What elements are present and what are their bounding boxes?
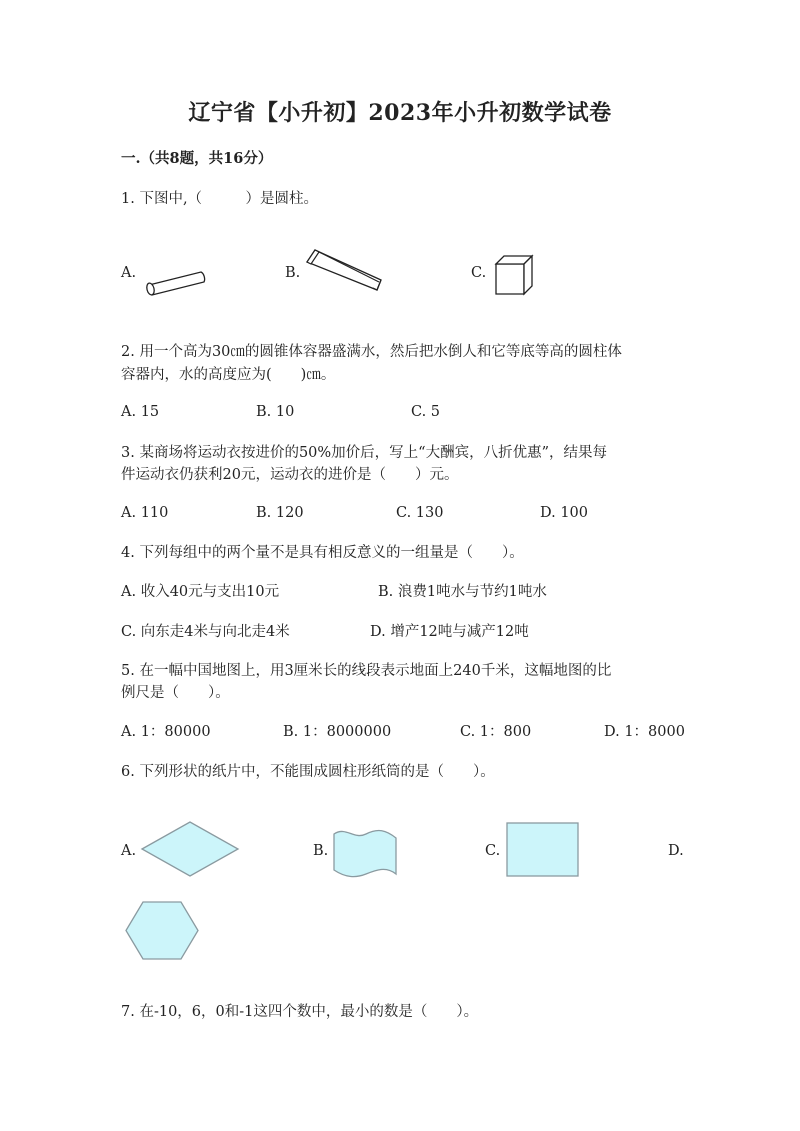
question-2-line-1: 2. 用一个高为30㎝的圆锥体容器盛满水，然后把水倒人和它等底等高的圆柱体: [121, 344, 622, 360]
q6-option-b-label[interactable]: B.: [313, 843, 329, 859]
q6-option-d-label[interactable]: D.: [668, 843, 684, 859]
q4-option-c[interactable]: C. 向东走4米与向北走4米: [121, 624, 290, 640]
q3-option-d[interactable]: D. 100: [540, 505, 589, 521]
q3-option-b[interactable]: B. 120: [256, 505, 304, 521]
q5-option-c[interactable]: C. 1：800: [460, 724, 532, 740]
q5-option-d[interactable]: D. 1：8000: [604, 724, 685, 740]
question-3-line-2: 件运动衣仍获利20元，运动衣的进价是（ ）元。: [121, 467, 459, 483]
question-4-text: 4. 下列每组中的两个量不是具有相反意义的一组量是（ ）。: [121, 545, 524, 561]
rectangle-icon: [506, 822, 579, 877]
q1-option-b-label[interactable]: B.: [285, 265, 301, 281]
cylinder-rod-icon: [143, 272, 209, 298]
q4-option-a[interactable]: A. 收入40元与支出10元: [121, 584, 280, 600]
page-title: 辽宁省【小升初】2023年小升初数学试卷: [188, 100, 612, 126]
q1-option-c-label[interactable]: C.: [471, 265, 487, 281]
q3-option-a[interactable]: A. 110: [121, 505, 169, 521]
q2-option-c[interactable]: C. 5: [411, 404, 441, 420]
q3-option-c[interactable]: C. 130: [396, 505, 444, 521]
q4-option-d[interactable]: D. 增产12吨与减产12吨: [370, 624, 529, 640]
wavy-paper-icon: [332, 828, 398, 878]
question-5-line-1: 5. 在一幅中国地图上，用3厘米长的线段表示地面上240千米，这幅地图的比: [121, 663, 612, 679]
hexagon-icon: [125, 901, 199, 960]
question-2-line-2: 容器内，水的高度应为( )㎝。: [121, 367, 336, 383]
q1-option-a-label[interactable]: A.: [121, 265, 137, 281]
q5-option-b[interactable]: B. 1：8000000: [283, 724, 392, 740]
question-1-text: 1. 下图中,（ ）是圆柱。: [121, 191, 319, 207]
triangular-prism-icon: [303, 248, 383, 296]
q2-option-b[interactable]: B. 10: [256, 404, 295, 420]
q6-option-c-label[interactable]: C.: [485, 843, 501, 859]
q6-option-a-label[interactable]: A.: [121, 843, 137, 859]
q5-option-a[interactable]: A. 1：80000: [121, 724, 211, 740]
rhombus-icon: [141, 821, 239, 877]
section-heading: 一.（共8题，共16分）: [121, 150, 273, 167]
q4-option-b[interactable]: B. 浪费1吨水与节约1吨水: [378, 584, 547, 600]
question-3-line-1: 3. 某商场将运动衣按进价的50%加价后，写上“大酬宾，八折优惠”，结果每: [121, 445, 607, 461]
q2-option-a[interactable]: A. 15: [121, 404, 160, 420]
question-7-text: 7. 在-10，6，0和-1这四个数中，最小的数是（ ）。: [121, 1004, 479, 1020]
cube-icon: [494, 254, 534, 296]
question-6-text: 6. 下列形状的纸片中，不能围成圆柱形纸筒的是（ ）。: [121, 764, 495, 780]
question-5-line-2: 例尺是（ ）。: [121, 685, 230, 701]
